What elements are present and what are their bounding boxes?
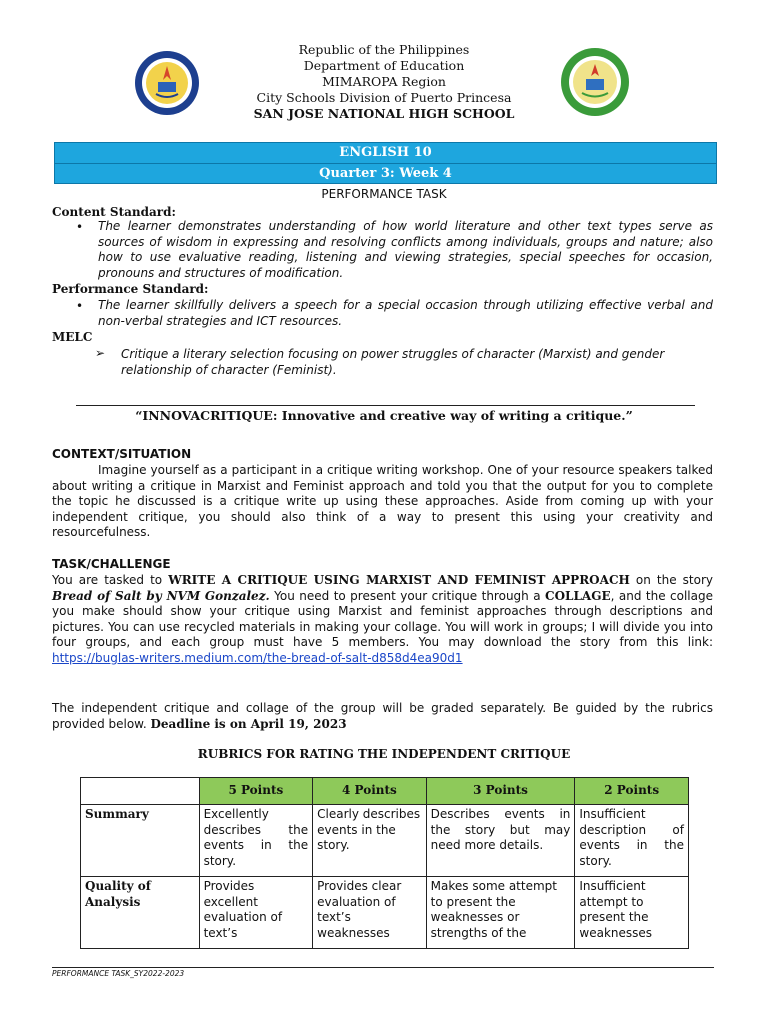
story-title: Bread of Salt by NVM Gonzalez. (52, 588, 270, 603)
task-text-2: on the story (629, 573, 713, 587)
footer-text: PERFORMANCE TASK_SY2022-2023 (52, 969, 185, 978)
story-link[interactable]: https://buglas-writers.medium.com/the-bread-of-salt-d858d4ea90d1 (52, 650, 463, 665)
task-title: PERFORMANCE TASK (321, 187, 447, 201)
table-row (81, 877, 689, 949)
task-paragraph (52, 573, 713, 667)
deadline-text: Deadline is on April 19, 2023 (150, 716, 347, 731)
rubric-cell: Describes events in the story but may need more details. (426, 805, 575, 877)
performance-standard-text: The learner skillfully delivers a speech for a special occasion through utilizing effective verbal and non-verbal strategies and ICT resources. (98, 298, 713, 328)
header-line-3: MIMAROPA Region (322, 74, 446, 89)
grading-text: The independent critique and collage of the group will be graded separately. Be guided by the rubrics provided below. (52, 701, 713, 731)
criterion-cell: Quality of Analysis (81, 877, 200, 949)
rubric-cell: Makes some attempt to present the weaknesses or strengths of the (426, 877, 575, 949)
rubric-cell: Insufficient attempt to present the weaknesses (575, 877, 689, 949)
rubric-cell: Insufficient description of events in the story. (575, 805, 689, 877)
arrow-bullet-icon: ➢ (95, 346, 106, 360)
rubric-header-criterion (81, 778, 200, 805)
header-line-2: Department of Education (303, 58, 465, 73)
grading-paragraph (52, 701, 713, 732)
divider (76, 405, 695, 406)
table-row (81, 805, 689, 877)
subject-title: ENGLISH 10 (55, 143, 716, 164)
performance-standard-label: Performance Standard: (52, 282, 209, 296)
school-name: SAN JOSE NATIONAL HIGH SCHOOL (253, 106, 515, 121)
header-line-1: Republic of the Philippines (298, 42, 470, 57)
task-quote: “INNOVACRITIQUE: Innovative and creative way of writing a critique.” (135, 408, 633, 423)
bullet-icon: • (76, 220, 84, 234)
rubric-header-2: 2 Points (575, 778, 689, 805)
rubric-header-4: 4 Points (313, 778, 427, 805)
content-standard-text: The learner demonstrates understanding of how world literature and other text types serve as sources of wisdom in expressing and resolving conflicts among individuals, groups and nature; also how to use evaluative reading, listening and viewing strategies, special speeches for occasion, pronouns and structures of modification. (98, 219, 713, 280)
task-bold-1: WRITE A CRITIQUE USING MARXIST AND FEMINIST APPROACH (168, 573, 630, 587)
quarter-week: Quarter 3: Week 4 (319, 166, 452, 181)
document-header (0, 42, 768, 122)
subject-banner (54, 142, 717, 184)
task-label: TASK/CHALLENGE (52, 557, 171, 571)
content-standard-label: Content Standard: (52, 205, 176, 219)
criterion-cell: Summary (81, 805, 200, 877)
task-text-3: You need to present your critique through a (269, 588, 546, 603)
task-text-1: You are tasked to (52, 573, 169, 587)
context-paragraph: Imagine yourself as a participant in a critique writing workshop. One of your resource speakers talked about writing a critique in Marxist and Feminist approach and told you that the output for you to complete the topic he discussed is a critique write up using these approaches. Aside from coming up with your independent critique, you should also think of a way to present this using your creativity and resourcefulness. (52, 463, 713, 540)
melc-label: MELC (52, 330, 93, 344)
bullet-icon: • (76, 299, 84, 313)
rubric-title: RUBRICS FOR RATING THE INDEPENDENT CRITIQUE (197, 747, 571, 761)
footer-divider (52, 967, 714, 968)
rubric-header-3: 3 Points (426, 778, 575, 805)
context-label: CONTEXT/SITUATION (52, 447, 192, 461)
rubric-cell: Clearly describes events in the story. (313, 805, 427, 877)
rubric-cell: Excellently describes the events in the story. (199, 805, 313, 877)
rubric-header-row (81, 778, 689, 805)
melc-text: Critique a literary selection focusing on power struggles of character (Marxist) and gender relationship of character (Feminist). (121, 347, 665, 377)
rubric-cell: Provides excellent evaluation of text’s (199, 877, 313, 949)
rubric-header-5: 5 Points (199, 778, 313, 805)
header-line-4: City Schools Division of Puerto Princesa (256, 90, 512, 105)
task-bold-2: COLLAGE (545, 588, 611, 603)
rubric-cell: Provides clear evaluation of text’s weaknesses (313, 877, 427, 949)
rubric-table (80, 777, 689, 949)
task-text-4: , and the collage you make should show your critique using Marxist and feminist approaches through descriptions and pictures. You can use recycled materials in making your collage. You will work in groups; I will divide you into four groups, and each group must have 5 members. You may download the story from this link: (52, 588, 713, 650)
